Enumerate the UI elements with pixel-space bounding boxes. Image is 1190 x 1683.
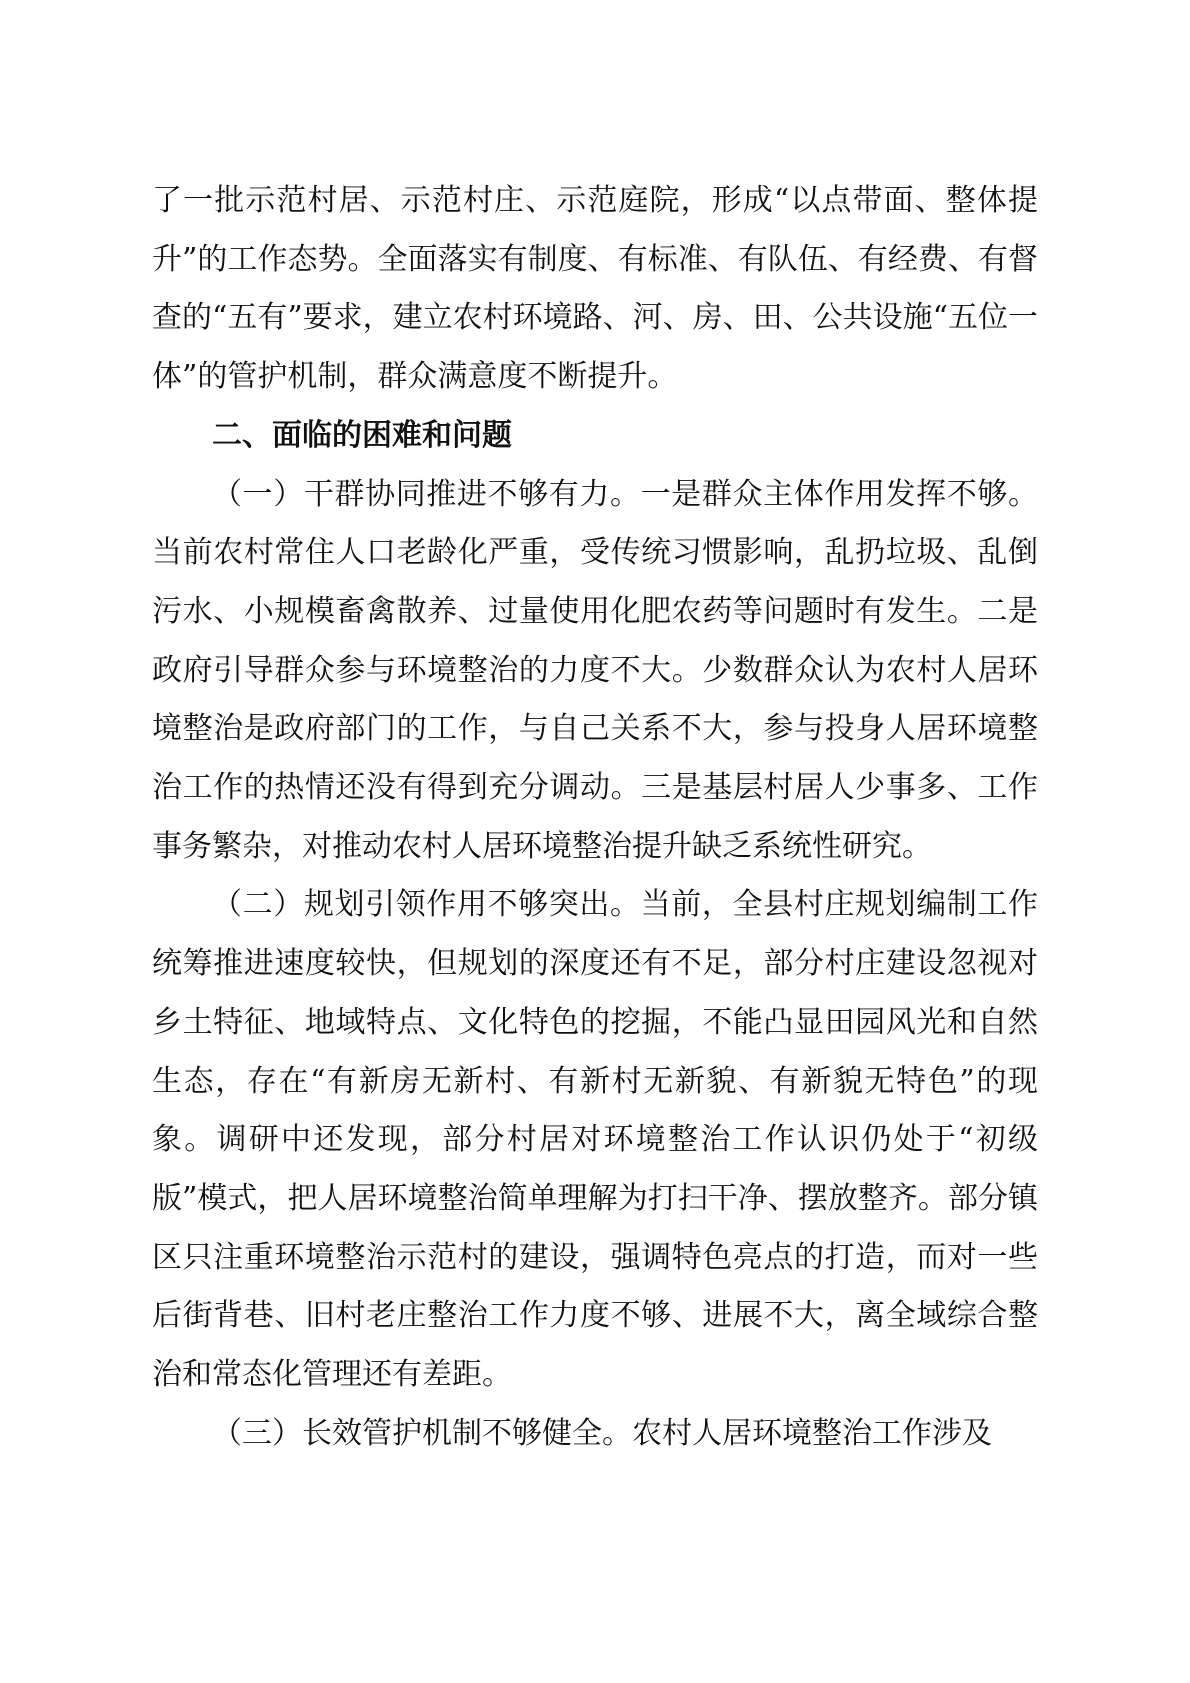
section-heading-challenges: 二、面临的困难和问题 <box>212 417 512 453</box>
paragraph-body: 当前，全县村庄规划编制工作统筹推进速度较快，但规划的深度还有不足，部分村庄建设忽视对乡土特征、地域特点、文化特色的挖掘，不能凸显田园风光和自然生态，存在“有新房无新村、有新村无新貌、有新貌无特色”的现象。调研中还发现，部分村居对环境整治工作认识仍处于“初级版”模式，把人居环境整治简单理解为打扫干净、摆放整齐。部分镇区只注重环境整治示范村的建设，强调特色亮点的打造，而对一些后街背巷、旧村老庄整治工作力度不够、进展不大，离全域综合整治和常态化管理还有差距。 <box>152 887 1039 1393</box>
paragraph-cadre-collaboration <box>152 466 1038 877</box>
document-page <box>152 172 1038 1463</box>
subheading-long-term-maintenance: （三）长效管护机制不够健全。 <box>212 1415 632 1451</box>
paragraph-planning-guidance <box>152 876 1038 1404</box>
paragraph-continuation: 了一批示范村居、示范村庄、示范庭院，形成“以点带面、整体提升”的工作态势。全面落实有制度、有标准、有队伍、有经费、有督查的“五有”要求，建立农村环境路、河、房、田、公共设施“五位一体”的管护机制，群众满意度不断提升。 <box>152 183 1039 395</box>
subheading-planning-guidance: （二）规划引领作用不够突出。 <box>212 887 641 923</box>
paragraph-body: 一是群众主体作用发挥不够。当前农村常住人口老龄化严重，受传统习惯影响，乱扔垃圾、乱倒污水、小规模畜禽散养、过量使用化肥农药等问题时有发生。二是政府引导群众参与环境整治的力度不大。少数群众认为农村人居环境整治是政府部门的工作，与自己关系不大，参与投身人居环境整治工作的热情还没有得到充分调动。三是基层村居人少事多、工作事务繁杂，对推动农村人居环境整治提升缺乏系统性研究。 <box>152 476 1039 864</box>
paragraph-long-term-maintenance <box>152 1405 1038 1464</box>
paragraph-body: 农村人居环境整治工作涉及 <box>632 1415 992 1451</box>
subheading-cadre-collaboration: （一）干群协同推进不够有力。 <box>212 476 641 512</box>
